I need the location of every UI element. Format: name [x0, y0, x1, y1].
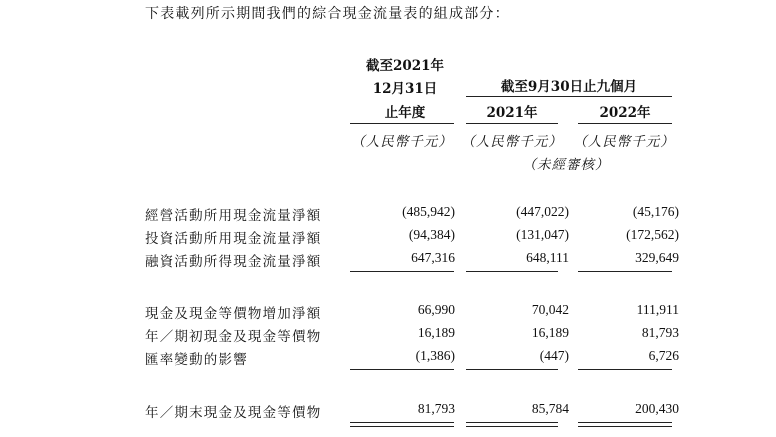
- row-net-increase-2021-9m: 70,042: [531, 302, 569, 317]
- col2-header-year: 2021年: [486, 105, 538, 121]
- nine-months-group-header: 截至9月30日止九個月: [500, 79, 638, 95]
- col1-double-underline-top: [350, 422, 454, 423]
- col1-double-underline-bottom: [350, 426, 454, 427]
- col3-header-year: 2022年: [599, 105, 651, 121]
- col3-double-underline-top: [578, 422, 672, 423]
- col2-subtotal-line: [466, 271, 558, 272]
- row-fx-effect-2021-year: (1,386): [415, 348, 455, 363]
- row-label-net-increase: 現金及現金等價物增加淨額: [145, 306, 322, 322]
- row-closing-cash-2022-9m: 200,430: [635, 401, 679, 416]
- row-financing-2021-year: 647,316: [411, 250, 455, 265]
- row-operating-2022-9m: (45,176): [632, 204, 679, 219]
- row-investing-2022-9m: (172,562): [626, 227, 679, 242]
- row-net-increase-2022-9m: 111,911: [636, 302, 679, 317]
- row-operating-2021-9m: (447,022): [516, 204, 569, 219]
- row-operating-2021-year: (485,942): [402, 204, 455, 219]
- col3-double-underline-bottom: [578, 426, 672, 427]
- col1-header-year: 截至2021年: [365, 58, 445, 74]
- row-opening-cash-2021-9m: 16,189: [531, 325, 569, 340]
- row-label-operating: 經營活動所用現金流量淨額: [145, 208, 322, 224]
- col2-header-underline: [466, 123, 558, 124]
- col3-unit: （人民幣千元）: [573, 134, 675, 150]
- col1-header-period: 止年度: [384, 105, 426, 121]
- row-label-opening-cash: 年／期初現金及現金等價物: [145, 329, 322, 345]
- row-label-investing: 投資活動所用現金流量淨額: [145, 231, 322, 247]
- col3-header-underline: [578, 123, 672, 124]
- row-opening-cash-2021-year: 16,189: [417, 325, 455, 340]
- col2-double-underline-bottom: [466, 426, 558, 427]
- row-investing-2021-9m: (131,047): [516, 227, 569, 242]
- row-closing-cash-2021-9m: 85,784: [531, 401, 569, 416]
- row-fx-effect-2021-9m: (447): [539, 348, 569, 363]
- row-net-increase-2021-year: 66,990: [417, 302, 455, 317]
- row-financing-2021-9m: 648,111: [526, 250, 569, 265]
- row-fx-effect-2022-9m: 6,726: [648, 348, 679, 363]
- row-label-fx-effect: 匯率變動的影響: [145, 352, 248, 368]
- unaudited-note: （未經審核）: [522, 157, 610, 173]
- row-closing-cash-2021-year: 81,793: [417, 401, 455, 416]
- intro-text: 下表載列所示期間我們的綜合現金流量表的組成部分：: [145, 6, 510, 22]
- row-investing-2021-year: (94,384): [408, 227, 455, 242]
- col2-unit: （人民幣千元）: [461, 134, 563, 150]
- col3-total-line: [578, 369, 672, 370]
- col1-header-date: 12月31日: [372, 81, 438, 97]
- col1-total-line: [350, 369, 454, 370]
- col3-subtotal-line: [578, 271, 672, 272]
- col1-unit: （人民幣千元）: [351, 134, 453, 150]
- row-label-closing-cash: 年／期末現金及現金等價物: [145, 405, 322, 421]
- row-financing-2022-9m: 329,649: [635, 250, 679, 265]
- col1-subtotal-line: [350, 271, 454, 272]
- group-header-underline: [466, 96, 672, 97]
- row-opening-cash-2022-9m: 81,793: [641, 325, 679, 340]
- col2-double-underline-top: [466, 422, 558, 423]
- col1-header-underline: [350, 123, 454, 124]
- col2-total-line: [466, 369, 558, 370]
- row-label-financing: 融資活動所得現金流量淨額: [145, 254, 322, 270]
